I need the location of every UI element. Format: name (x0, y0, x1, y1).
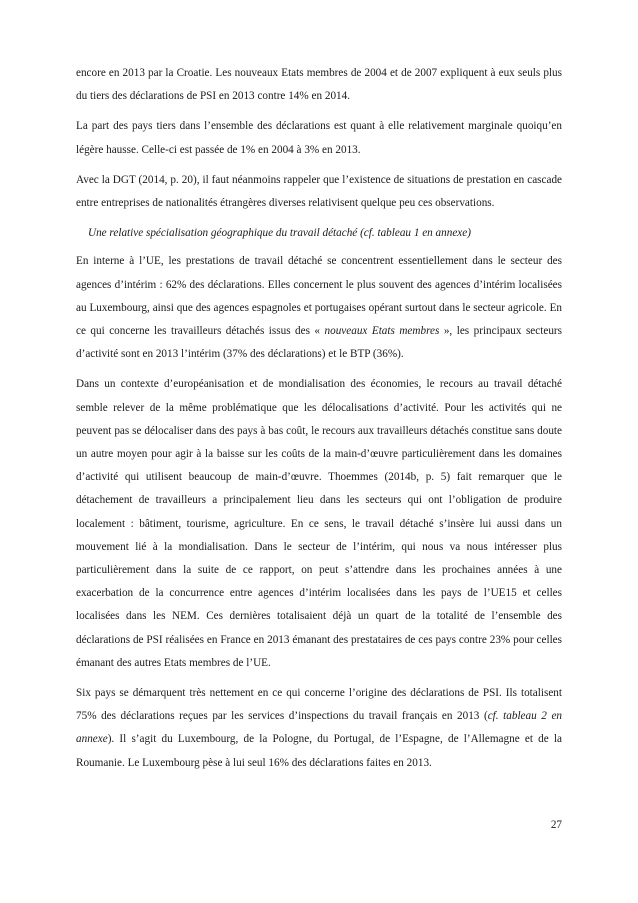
paragraph-text: Six pays se démarquent très nettement en ce qui concerne l’origine des déclarations de PSI. Ils totalisent 75% des déclarations reçues par les services d’inspections du travail français en 2013 ( (76, 687, 562, 723)
paragraph-6 (76, 682, 562, 775)
paragraph-text: En interne à l’UE, les prestations de travail détaché se concentrent essentiellement dans le secteur des agences d’intérim : 62% des déclarations. Elles concernent le plus souvent des agences d’intérim localisées au Luxembourg, ainsi que des agences espagnoles et portugaises opérant surtout dans le secteur agricole. En ce qui concerne les travailleurs détachés issus des « (76, 255, 562, 338)
paragraph-text: encore en 2013 par la Croatie. Les nouveaux Etats membres de 2004 et de 2007 expliquent à eux seuls plus du tiers des déclarations de PSI en 2013 contre 14% en 2014. (76, 67, 562, 103)
paragraph-3 (76, 169, 562, 215)
paragraph-2 (76, 115, 562, 161)
page-body (76, 62, 562, 782)
section-heading: Une relative spécialisation géographique du travail détaché (cf. tableau 1 en annexe) (88, 227, 471, 240)
paragraph-4 (76, 250, 562, 366)
paragraph-text: Avec la DGT (2014, p. 20), il faut néanmoins rappeler que l’existence de situations de prestation en cascade entre entreprises de nationalités étrangères diverses relativisent quelque peu ces observations. (76, 173, 562, 210)
paragraph-text: Dans un contexte d’européanisation et de mondialisation des économies, le recours au travail détaché semble relever de la même problématique que les délocalisations d’activité. Pour les activités qui ne peuvent pas se délocaliser dans des pays à bas coût, le recours aux travailleurs détachés constitue sans doute un autre moyen pour agir à la baisse sur les coûts de la main-d’œuvre particulièrement dans les domaines d’activité qui utilisent beaucoup de main-d’œuvre. Thoemmes (2014b, p. 5) fait remarquer que le détachement de travailleurs a principalement lieu dans les secteurs qui ont l’obligation de produire localement : bâtiment, tourisme, agriculture. En ce sens, le travail détaché s’insère lui aussi dans un mouvement lié à la mondialisation. Dans le secteur de l’intérim, qui nous va nous intéresser plus particulièrement dans la suite de ce rapport, on peut s’attendre dans les prochaines années à une exacerbation de la concurrence entre agences d’intérim localisées dans les pays de l’UE15 et celles localisées dans les NEM. Ces dernières totalisaient déjà un quart de la totalité de l’ensemble des déclarations de PSI réalisées en France en 2013 émanant des prestataires de ces pays contre 23% pour celles émanant des autres Etats membres de l’UE. (76, 378, 562, 669)
paragraph-text: », les principaux secteurs d’activité sont en 2013 l’intérim (37% des déclarations) et le BTP (36%). (76, 325, 562, 361)
paragraph-text: La part des pays tiers dans l’ensemble des déclarations est quant à elle relativement marginale quoiqu’en légère hausse. Celle-ci est passée de 1% en 2004 à 3% en 2013. (76, 120, 562, 156)
italic-text: cf. tableau 2 en annexe (76, 710, 562, 746)
paragraph-1 (76, 62, 562, 108)
page-number: 27 (550, 819, 562, 831)
paragraph-5 (76, 373, 562, 675)
italic-text: nouveaux Etats membres (324, 325, 440, 338)
paragraph-text: ). Il s’agit du Luxembourg, de la Pologne, du Portugal, de l’Espagne, de l’Allemagne et de la Roumanie. Le Luxembourg pèse à lui seul 16% des déclarations faites en 2013. (76, 733, 562, 769)
